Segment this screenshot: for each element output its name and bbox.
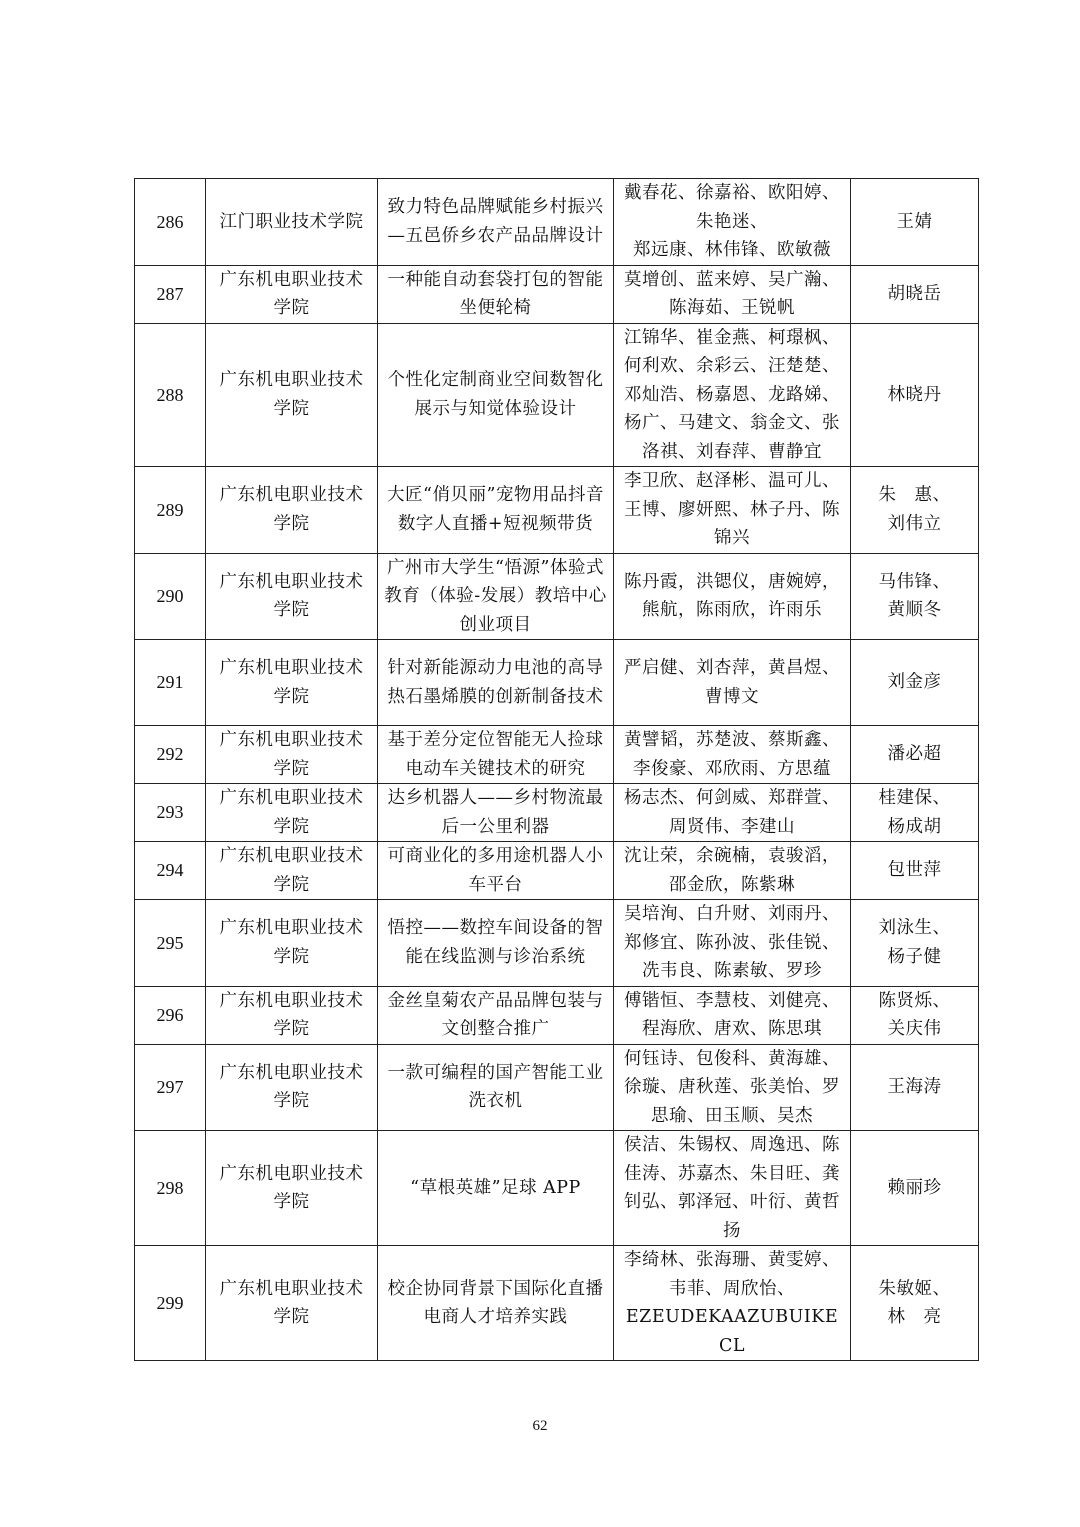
project-cell: 基于差分定位智能无人捡球电动车关键技术的研究 — [378, 726, 614, 784]
members-cell: 何钰诗、包俊科、黄海雄、徐璇、唐秋莲、张美怡、罗思瑜、田玉顺、吴杰 — [614, 1044, 851, 1131]
advisor-cell: 马伟锋、 黄顺冬 — [851, 553, 979, 640]
advisor-cell: 朱敏姬、 林 亮 — [851, 1246, 979, 1361]
project-cell: “草根英雄”足球 APP — [378, 1131, 614, 1246]
row-number: 295 — [135, 900, 206, 987]
members-cell: 严启健、刘杏萍，黄昌煜、曹博文 — [614, 640, 851, 726]
school-cell: 广东机电职业技术学院 — [206, 323, 378, 467]
members-cell: 李绮林、张海珊、黄雯婷、 韦菲、周欣怡、 EZEUDEKAAZUBUIKECL — [614, 1246, 851, 1361]
project-cell: 校企协同背景下国际化直播电商人才培养实践 — [378, 1246, 614, 1361]
row-number: 289 — [135, 467, 206, 554]
project-cell: 悟控——数控车间设备的智能在线监测与诊治系统 — [378, 900, 614, 987]
members-cell: 傅锴恒、李慧枝、刘健亮、程海欣、唐欢、陈思琪 — [614, 986, 851, 1044]
school-cell: 广东机电职业技术学院 — [206, 986, 378, 1044]
table-row — [135, 1044, 979, 1131]
project-cell: 可商业化的多用途机器人小车平台 — [378, 842, 614, 900]
table-row — [135, 640, 979, 726]
row-number: 294 — [135, 842, 206, 900]
table-row — [135, 726, 979, 784]
advisor-cell: 刘金彦 — [851, 640, 979, 726]
table-row — [135, 900, 979, 987]
table-row — [135, 265, 979, 323]
advisor-cell: 包世萍 — [851, 842, 979, 900]
advisor-cell: 朱 惠、 刘伟立 — [851, 467, 979, 554]
school-cell: 广东机电职业技术学院 — [206, 900, 378, 987]
table-row — [135, 323, 979, 467]
advisor-cell: 赖丽珍 — [851, 1131, 979, 1246]
project-cell: 个性化定制商业空间数智化展示与知觉体验设计 — [378, 323, 614, 467]
school-cell: 广东机电职业技术学院 — [206, 553, 378, 640]
members-cell: 吴培洵、白升财、刘雨丹、郑修宜、陈孙波、张佳锐、冼韦良、陈素敏、罗珍 — [614, 900, 851, 987]
members-cell: 黄譬韬，苏楚波、蔡斯鑫、李俊豪、邓欣雨、方思蕴 — [614, 726, 851, 784]
table-row — [135, 1131, 979, 1246]
project-cell: 致力特色品牌赋能乡村振兴—五邑侨乡农产品品牌设计 — [378, 179, 614, 266]
advisor-cell: 刘泳生、 杨子健 — [851, 900, 979, 987]
members-cell: 江锦华、崔金燕、柯璟枫、何利欢、余彩云、汪楚楚、邓灿浩、杨嘉恩、龙路娣、杨广、马建文、翁金文、张洛祺、刘春萍、曹静宜 — [614, 323, 851, 467]
advisor-cell: 王婧 — [851, 179, 979, 266]
project-cell: 金丝皇菊农产品品牌包装与文创整合推广 — [378, 986, 614, 1044]
members-cell: 莫增创、蓝来婷、吴广瀚、陈海茹、王锐帆 — [614, 265, 851, 323]
school-cell: 广东机电职业技术学院 — [206, 467, 378, 554]
school-cell: 江门职业技术学院 — [206, 179, 378, 266]
table-row — [135, 1246, 979, 1361]
row-number: 292 — [135, 726, 206, 784]
table-row — [135, 986, 979, 1044]
row-number: 287 — [135, 265, 206, 323]
school-cell: 广东机电职业技术学院 — [206, 1044, 378, 1131]
table-row — [135, 467, 979, 554]
page-number: 62 — [532, 1418, 548, 1434]
table-row — [135, 179, 979, 266]
members-cell: 戴春花、徐嘉裕、欧阳婷、 朱艳迷、 郑远康、林伟锋、欧敏薇 — [614, 179, 851, 266]
project-cell: 大匠“俏贝丽”宠物用品抖音数字人直播+短视频带货 — [378, 467, 614, 554]
table-body — [135, 179, 979, 1361]
project-cell: 一款可编程的国产智能工业洗衣机 — [378, 1044, 614, 1131]
advisor-cell: 潘必超 — [851, 726, 979, 784]
table-row — [135, 553, 979, 640]
project-cell: 一种能自动套袋打包的智能坐便轮椅 — [378, 265, 614, 323]
members-cell: 陈丹霞，洪锶仪，唐婉婷，熊航，陈雨欣，许雨乐 — [614, 553, 851, 640]
school-cell: 广东机电职业技术学院 — [206, 640, 378, 726]
school-cell: 广东机电职业技术学院 — [206, 265, 378, 323]
row-number: 299 — [135, 1246, 206, 1361]
row-number: 286 — [135, 179, 206, 266]
project-cell: 达乡机器人——乡村物流最后一公里利器 — [378, 784, 614, 842]
row-number: 290 — [135, 553, 206, 640]
project-cell: 广州市大学生“悟源”体验式教育（体验-发展）教培中心创业项目 — [378, 553, 614, 640]
project-table — [134, 178, 979, 1361]
school-cell: 广东机电职业技术学院 — [206, 784, 378, 842]
school-cell: 广东机电职业技术学院 — [206, 726, 378, 784]
advisor-cell: 胡晓岳 — [851, 265, 979, 323]
school-cell: 广东机电职业技术学院 — [206, 842, 378, 900]
advisor-cell: 桂建保、 杨成胡 — [851, 784, 979, 842]
advisor-cell: 陈贤烁、 关庆伟 — [851, 986, 979, 1044]
members-cell: 杨志杰、何剑威、郑群萱、周贤伟、李建山 — [614, 784, 851, 842]
table-row — [135, 842, 979, 900]
row-number: 288 — [135, 323, 206, 467]
row-number: 298 — [135, 1131, 206, 1246]
row-number: 291 — [135, 640, 206, 726]
row-number: 297 — [135, 1044, 206, 1131]
advisor-cell: 王海涛 — [851, 1044, 979, 1131]
row-number: 293 — [135, 784, 206, 842]
members-cell: 沈让荣，余碗楠，袁骏滔，邵金欣，陈紫琳 — [614, 842, 851, 900]
advisor-cell: 林晓丹 — [851, 323, 979, 467]
members-cell: 侯洁、朱锡权、周逸迅、陈佳涛、苏嘉杰、朱目旺、龚钊弘、郭泽冠、叶衍、黄哲扬 — [614, 1131, 851, 1246]
school-cell: 广东机电职业技术学院 — [206, 1246, 378, 1361]
project-cell: 针对新能源动力电池的高导热石墨烯膜的创新制备技术 — [378, 640, 614, 726]
members-cell: 李卫欣、赵泽彬、温可儿、王博、廖妍熙、林子丹、陈锦兴 — [614, 467, 851, 554]
row-number: 296 — [135, 986, 206, 1044]
table-row — [135, 784, 979, 842]
school-cell: 广东机电职业技术学院 — [206, 1131, 378, 1246]
